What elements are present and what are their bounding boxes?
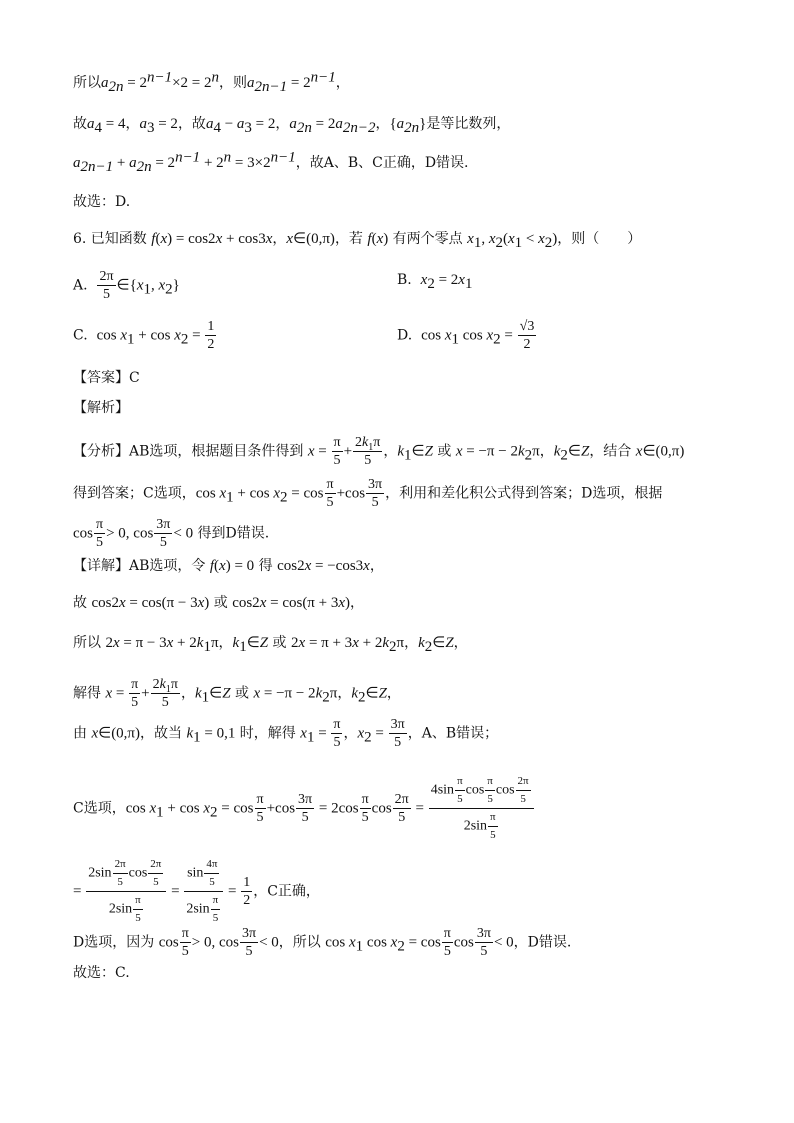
detail-line-8: D选项，因为 cos $\frac{\pi}{5}$ > 0, cos $\frac{3\pi}{5}$ < 0，所以 $\cos x_1$ $\cos x_2 = \cos$ $\frac{\pi}{5}$ cos $\frac{3\pi}{5}$ < 0，D错误. <box>73 926 572 959</box>
detail-line-4: 解得 x = $\frac{\pi}{5}$ + $\frac{2k_1\pi}{5}$ ，$k_1\in Z$ 或 $x = -\pi - 2k_2\pi$，$k_2\in Z$， <box>73 677 401 710</box>
option-c: C. $\cos x_1 + \cos x_2$ = $\frac{1}{2}$ <box>73 319 215 352</box>
detail-line-7: = 2sin $\frac{2\pi}{5}$ cos $\frac{2\pi}{5}$ 2sin $\frac{\pi}{5}$ = sin $\frac{4\pi}{5}$ 2sin $\frac{\pi}{5}$ = $\frac{1}{2}$ ，C正确， <box>73 858 320 924</box>
detail-line-2: 故 cos2x = cos(π − 3x) 或 cos2x = cos(π + 3x)， <box>73 595 365 611</box>
detail-line-9: 故选：C. <box>73 965 130 981</box>
fenxi-label: 【分析】 <box>73 443 129 460</box>
text-line-1: 所以$a_{2n} = 2^{n-1}\times 2 = 2^n$，则$a_{2n-1} = 2^{n-1}$， <box>73 69 350 95</box>
fenxi-line-2: 得到答案；C选项，$\cos x_1 + \cos x_2 = \cos$ $\frac{\pi}{5}$ +cos $\frac{3\pi}{5}$ ，利用和差化积公式得到答案；D选项，根据 <box>73 477 663 510</box>
answer-line <box>73 368 140 388</box>
detail-line-1: 【详解】AB选项，令 f(x) = 0 得 cos2x = −cos3x， <box>73 558 384 574</box>
option-b: B. $x_2 = 2x_1$ <box>397 272 473 292</box>
answer-label: 【答案】 <box>73 370 129 386</box>
detail-line-6: C选项，$\cos x_1 + \cos x_2 = \cos$ $\frac{\pi}{5}$ +cos $\frac{3\pi}{5}$ = 2cos $\frac{\pi}{5}$ cos $\frac{2\pi}{5}$ = 4sin $\frac{\pi}{5}$ cos $\frac{\pi}{5}$ cos $\frac{2\pi}{5}$ 2sin $\frac{\pi}{5}$ <box>73 773 535 844</box>
xiangjie-label: 【详解】 <box>73 558 129 574</box>
text-line-4: 故选：D. <box>73 194 131 210</box>
question-6: 6. 已知函数 f(x) = cos2x + cos3x，x∈(0,π)，若 f(x) 有两个零点 $x_1$, $x_2(x_1 < x_2)$，则（ ） <box>73 231 642 251</box>
answer-value: C <box>129 370 140 386</box>
option-d: D. $\cos x_1$ $\cos x_2$ = $\frac{√3}{2}$ <box>397 319 535 352</box>
option-a: A. $\frac{2\pi}{5}$ $\in\{x_1$, $x_2$} <box>73 269 180 302</box>
detail-line-5: 由 x∈(0,π)，故当 $k_1 = 0,1$ 时，解得 $x_1$ = $\frac{\pi}{5}$ ，$x_2$ = $\frac{3\pi}{5}$ ，A、B错误； <box>73 717 499 750</box>
detail-line-3: 所以 $2x = \pi - 3x + 2k_1\pi$，$k_1\in Z$ 或 $2x = \pi + 3x + 2k_2\pi$，$k_2\in Z$， <box>73 635 468 655</box>
analysis-label: 【解析】 <box>73 400 129 416</box>
fenxi-line-3: cos $\frac{\pi}{5}$ > 0, cos $\frac{3\pi}{5}$ < 0 得到D错误. <box>73 517 270 550</box>
fenxi-line-1: 【分析】AB选项，根据题目条件得到 x = $\frac{\pi}{5}$ + $\frac{2k_1\pi}{5}$ ，$k_1\in Z$ 或 $x = -\pi - 2k_2\pi$，$k_2\in Z$，结合 x∈(0,π) <box>73 435 685 468</box>
text-line-3: $a_{2n-1} + a_{2n} = 2^{n-1} + 2^n = 3\times 2^{n-1}$，故A、B、C正确，D错误. <box>73 149 469 175</box>
text-line-2: 故$a_4 = 4$，$a_3 = 2$，故$a_4 - a_3 = 2$，$a_{2n} = 2a_{2n-2}$，$\{a_{2n}\}$是等比数列， <box>73 116 511 136</box>
